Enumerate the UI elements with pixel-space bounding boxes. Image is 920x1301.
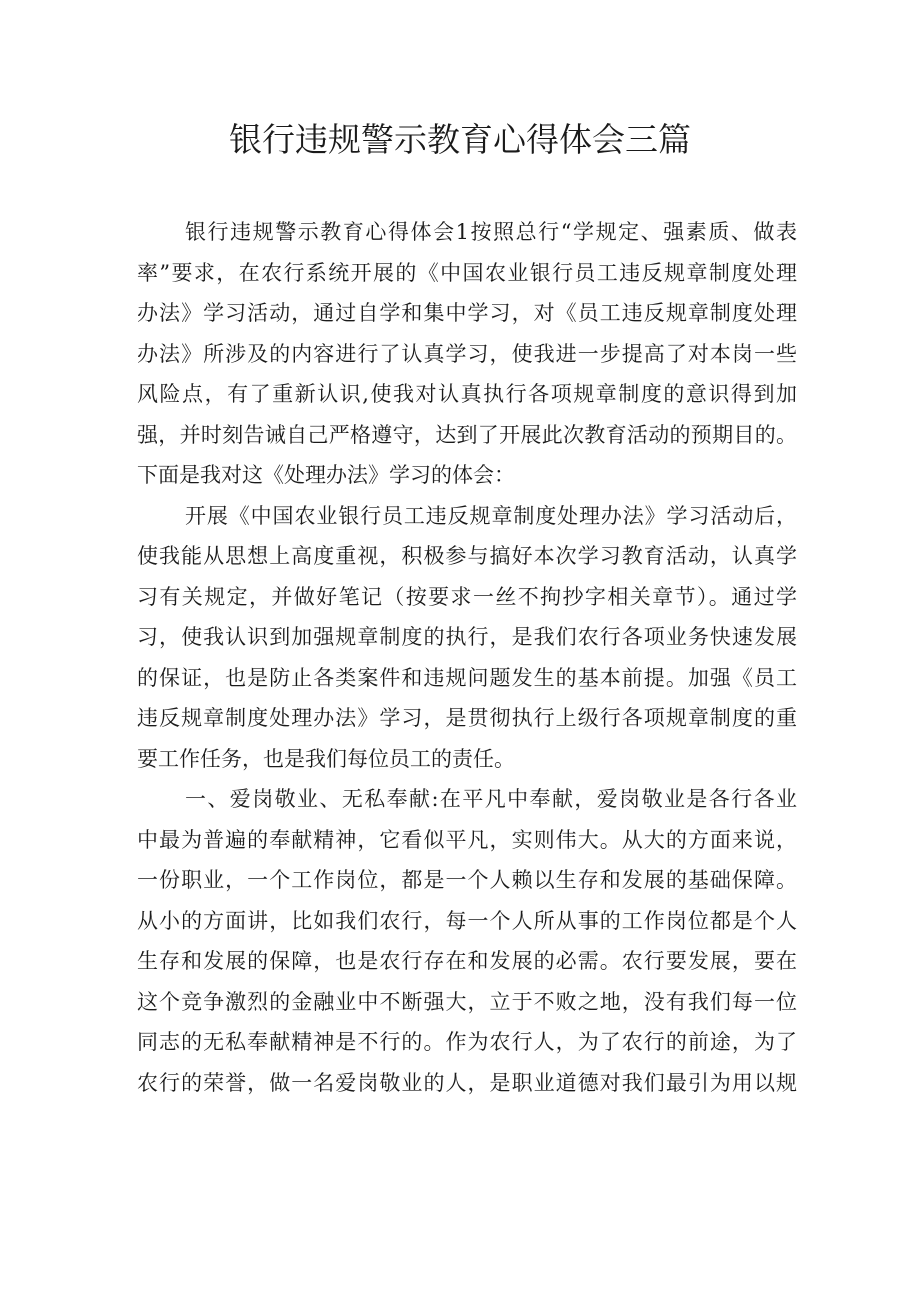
paragraph-line: 一份职业，一个工作岗位，都是一个人赖以生存和发展的基础保障。 [137, 868, 797, 892]
paragraph-line: 办法》学习活动，通过自学和集中学习，对《员工违反规章制度处理 [137, 301, 797, 325]
paragraph-line: 下面是我对这《处理办法》学习的体会： [137, 463, 515, 487]
paragraph-2 [137, 496, 797, 780]
paragraph-line: 要工作任务，也是我们每位员工的责任。 [137, 746, 515, 771]
paragraph-line: 使我能从思想上高度重视，积极参与搞好本次学习教育活动，认真学 [137, 544, 797, 568]
paragraph-line: 中最为普遍的奉献精神，它看似平凡，实则伟大。从大的方面来说， [137, 827, 797, 852]
paragraph-line: 风险点，有了重新认识,使我对认真执行各项规章制度的意识得到加 [137, 382, 797, 406]
paragraph-line: 这个竞争激烈的金融业中不断强大，立于不败之地，没有我们每一位 [137, 989, 797, 1014]
paragraph-line: 违反规章制度处理办法》学习，是贯彻执行上级行各项规章制度的重 [137, 706, 797, 730]
paragraph-line: 习，使我认识到加强规章制度的执行，是我们农行各项业务快速发展 [137, 625, 797, 649]
document-title: 银行违规警示教育心得体会三篇 [229, 120, 691, 159]
paragraph-line: 同志的无私奉献精神是不行的。作为农行人，为了农行的前途，为了 [137, 1030, 797, 1054]
paragraph-line: 银行违规警示教育心得体会1按照总行“学规定、强素质、做表 [185, 220, 797, 244]
paragraph-line: 农行的荣誉，做一名爱岗敬业的人，是职业道德对我们最引为用以规 [137, 1070, 797, 1095]
paragraph-line: 率”要求，在农行系统开展的《中国农业银行员工违反规章制度处理 [137, 260, 797, 285]
paragraph-line: 强，并时刻告诫自己严格遵守，达到了开展此次教育活动的预期目的。 [137, 422, 797, 447]
paragraph-line: 的保证，也是防止各类案件和违规问题发生的基本前提。加强《员工 [137, 665, 797, 690]
paragraph-line: 生存和发展的保障，也是农行存在和发展的必需。农行要发展，要在 [137, 949, 797, 973]
paragraph-line: 一、爱岗敬业、无私奉献:在平凡中奉献，爱岗敬业是各行各业 [185, 787, 797, 811]
paragraph-line: 从小的方面讲，比如我们农行，每一个人所从事的工作岗位都是个人 [137, 908, 797, 933]
paragraph-3 [137, 779, 797, 1103]
paragraph-line: 办法》所涉及的内容进行了认真学习，使我进一步提高了对本岗一些 [137, 341, 797, 366]
paragraph-1 [137, 212, 797, 496]
document-body [137, 212, 797, 1103]
paragraph-line: 开展《中国农业银行员工违反规章制度处理办法》学习活动后， [185, 503, 797, 528]
paragraph-line: 习有关规定，并做好笔记（按要求一丝不拘抄字相关章节）。通过学 [137, 584, 797, 609]
